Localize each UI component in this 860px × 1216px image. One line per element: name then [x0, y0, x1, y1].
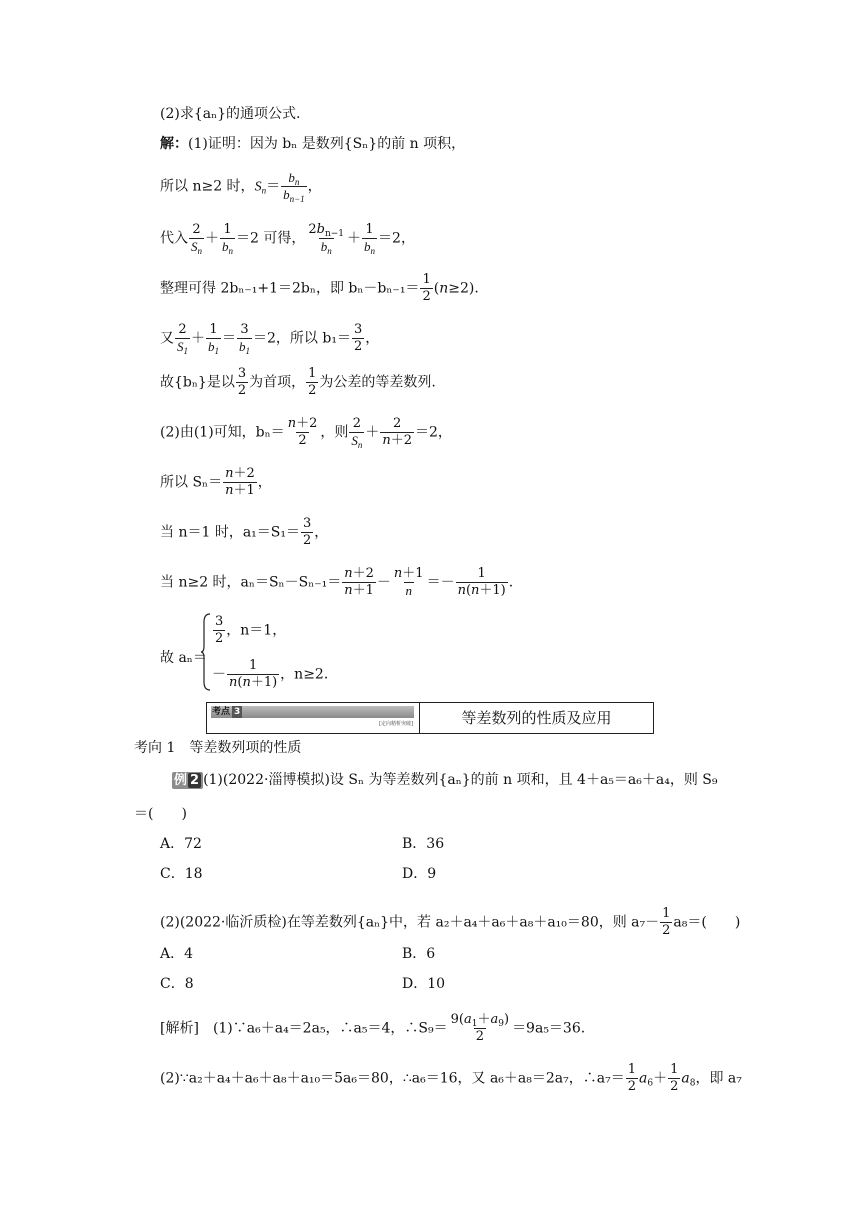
part2-line-4: 当 n≥2 时，aₙ＝Sₙ－Sₙ₋₁＝ $\frac{n+2}{n+1}$ － $\frac{n+1}{n}$ ＝－ $\frac{1}{n(n+1)}$ .: [160, 566, 514, 598]
q2-option-c: C．8: [160, 976, 194, 992]
piecewise-case-2: － $\frac{1}{n(n+1)}$ ，n≥2.: [212, 658, 329, 690]
q1-option-a: A．72: [160, 836, 202, 852]
q2-source: 临沂质检: [225, 914, 282, 931]
example-q1-cont: ＝( ): [134, 806, 187, 822]
q1-source: 淄博模拟: [268, 772, 325, 788]
solution-line-4: 整理可得 2bₙ₋₁+1＝2bₙ，即 bₙ－bₙ₋₁＝ $\frac{1}{2}$ (n≥2).: [160, 272, 479, 304]
section-title: 等差数列的性质及应用: [461, 709, 612, 727]
q1-option-b: B．36: [402, 836, 445, 852]
piecewise-label: 故 aₙ＝: [160, 650, 207, 666]
example-q1: 例 2 (1)(2022·淄博模拟)设 Sₙ 为等差数列{aₙ}的前 n 项和，且 4＋a₅＝a₆＋a₄，则 S₉: [174, 772, 718, 788]
fraction: $\frac{b_n}{b_{n-1}}$: [283, 170, 305, 204]
banner-number: 3: [234, 707, 241, 717]
proof-intro: (1)证明：因为 bₙ 是数列{Sₙ}的前 n 项积，: [188, 136, 466, 152]
banner-left: [207, 703, 420, 733]
solution-label: 解：: [160, 136, 188, 152]
solution-line-2: 所以 n≥2 时，$S_n=$ $\frac{b_n}{b_{n-1}}$ ，: [160, 170, 322, 204]
direction-heading: 考向 1 等差数列项的性质: [134, 740, 302, 756]
brace-icon: [200, 612, 212, 692]
q1-option-c: C．18: [160, 866, 203, 882]
q2-option-a: A．4: [160, 946, 194, 962]
piecewise-case-1: $\frac{3}{2}$ ，n＝1，: [215, 614, 287, 646]
part2-question: (2)求{aₙ}的通项公式.: [160, 106, 301, 122]
solution-line-1: [160, 134, 465, 154]
example-q2: (2)(2022·临沂质检)在等差数列{aₙ}中，若 a₂＋a₄＋a₆＋a₈＋a₁₀＝80，则 a₇－ $\frac{1}{2}$ a₈＝( ): [160, 906, 741, 938]
banner-tag: 考点 3: [212, 707, 241, 717]
q1-option-d: D．9: [402, 866, 437, 882]
analysis-line-2: (2)∵a₂＋a₄＋a₆＋a₈＋a₁₀＝5a₆＝80，∴a₆＝16，又 a₆＋a₈＝2a₇，∴a₇＝ $\frac{1}{2}$ $a_6+$ $\frac{1}{2}$ $a_8$，即 a₇: [160, 1062, 742, 1094]
analysis-label: [解析]: [160, 1020, 199, 1037]
analysis-line-1: [解析] (1)∵a₆＋a₄＝2a₅，∴a₅＝4，∴S₉＝ $\frac{9(a_1+a_9)}{2}$ ＝9a₅＝36.: [160, 1012, 586, 1044]
section-banner: [206, 702, 654, 734]
q2-option-b: B．6: [402, 946, 436, 962]
solution-line-3: 代入 $\frac{2}{S_n}$ ＋ $\frac{1}{b_n}$ ＝2 可得， $\frac{2b_{n-1}}{b_n}$ ＋ $\frac{1}{b_n}$ ＝2，: [160, 222, 415, 256]
part2-line-1: (2)由(1)可知，bₙ＝ $\frac{n+2}{2}$ ，则 $\frac{2}{S_n}$ ＋ $\frac{2}{n+2}$ ＝2，: [160, 416, 452, 450]
solution-line-6: 故{bₙ}是以 $\frac{3}{2}$ 为首项， $\frac{1}{2}$ 为公差的等差数列.: [160, 366, 436, 398]
solution-line-5: 又 $\frac{2}{S_1}$ ＋ $\frac{1}{b_1}$ ＝ $\frac{3}{b_1}$ ＝2，所以 b₁＝ $\frac{3}{2}$ ，: [160, 322, 380, 356]
banner-sub: [定向精析突破]: [379, 721, 413, 727]
part2-line-3: 当 n＝1 时，a₁＝S₁＝ $\frac{3}{2}$ ，: [160, 516, 329, 548]
example-badge: 例 2: [172, 772, 203, 789]
part2-line-2: 所以 Sₙ＝ $\frac{n+2}{n+1}$ ，: [160, 466, 272, 498]
q2-option-d: D．10: [402, 976, 446, 992]
